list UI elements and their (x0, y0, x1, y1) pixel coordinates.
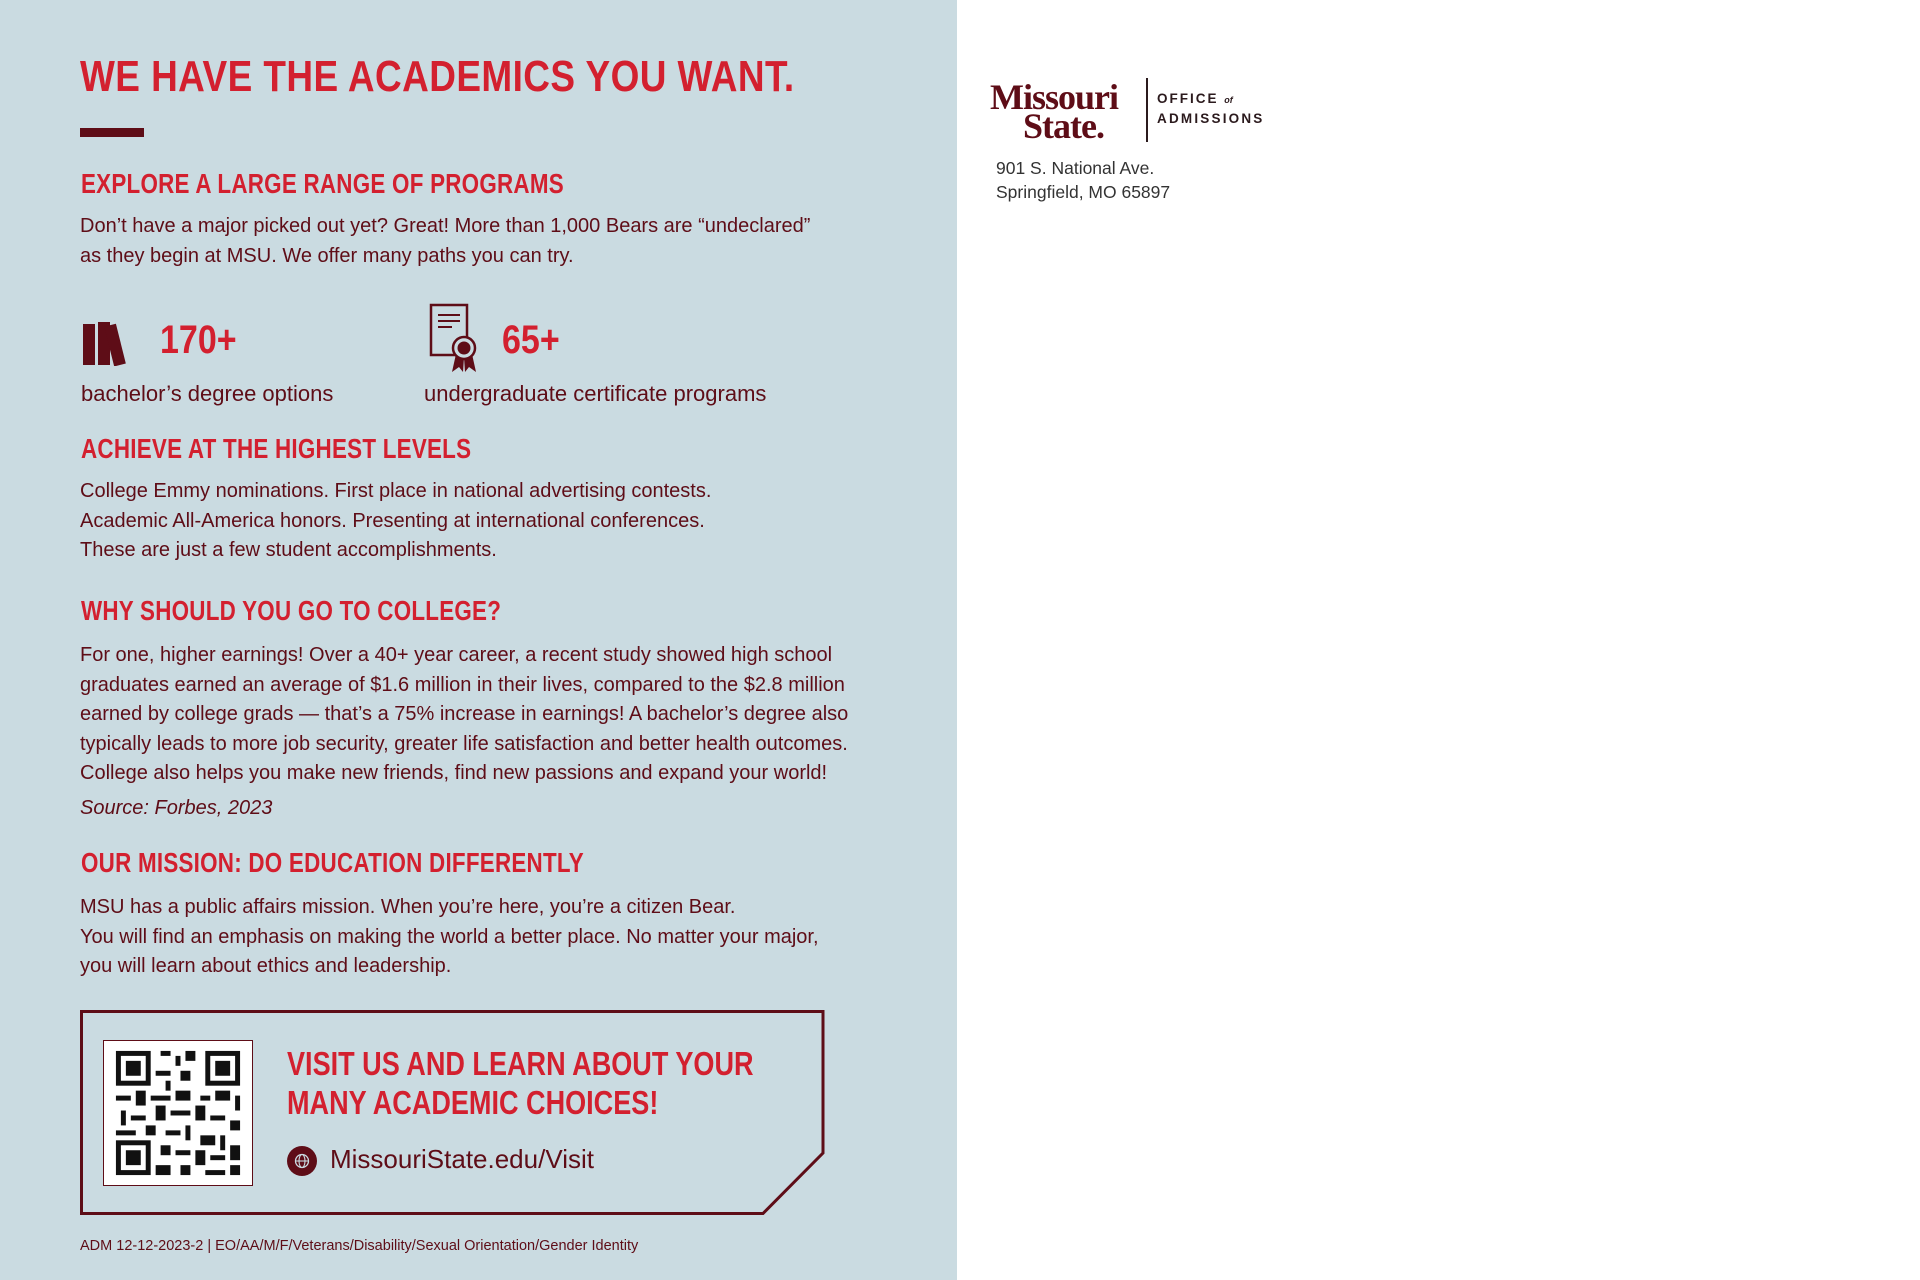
source-citation: Source: Forbes, 2023 (80, 797, 273, 819)
why-heading: WHY SHOULD YOU GO TO COLLEGE? (81, 595, 502, 626)
logo-missouri-wordmark: Missouri (990, 77, 1119, 117)
books-icon (81, 320, 143, 366)
stat-label: undergraduate certificate programs (424, 381, 767, 406)
qr-code[interactable] (103, 1040, 253, 1186)
logo-office-text (1157, 91, 1233, 106)
mission-heading: OUR MISSION: DO EDUCATION DIFFERENTLY (81, 847, 584, 878)
globe-icon (287, 1146, 317, 1176)
programs-text: Don’t have a major picked out yet? Great! More than 1,000 Bears are “undeclared” as they begin at MSU. We offer many paths you can try. (80, 215, 811, 267)
stat-label: bachelor’s degree options (81, 381, 334, 406)
cta-heading-line-1: VISIT US AND LEARN ABOUT YOUR (287, 1045, 754, 1082)
why-text: For one, higher earnings! Over a 40+ year career, a recent study showed high school graduates earned an average of $1.6 million in their lives, compared to the $2.8 million earned by college grads — that’s a 75% increase in earnings! A bachelor’s degree also typically leads to more job security, greater life satisfaction and better health outcomes. College also helps you make new friends, find new passions and expand your world! (80, 644, 849, 784)
address-street: 901 S. National Ave. (996, 158, 1155, 178)
cta-heading-line-2: MANY ACADEMIC CHOICES! (287, 1084, 659, 1121)
achieve-heading: ACHIEVE AT THE HIGHEST LEVELS (81, 433, 472, 464)
stat-value: 65+ (502, 318, 560, 362)
cta-heading (287, 1044, 754, 1122)
stat-value: 170+ (160, 318, 237, 362)
logo-of-word: of (1224, 95, 1233, 105)
achieve-text: College Emmy nominations. First place in national advertising contests. Academic All-America honors. Presenting at international conferences. These are just a few student accomplishments. (80, 480, 712, 561)
footer-disclaimer: ADM 12-12-2023-2 | EO/AA/M/F/Veterans/Disability/Sexual Orientation/Gender Identity (80, 1238, 639, 1254)
logo-divider (1146, 78, 1148, 142)
logo-admissions-text: ADMISSIONS (1157, 111, 1265, 126)
address-city: Springfield, MO 65897 (996, 182, 1171, 202)
visit-link[interactable]: MissouriState.edu/Visit (330, 1144, 594, 1174)
page-title: WE HAVE THE ACADEMICS YOU WANT. (80, 52, 795, 101)
logo-office-word: OFFICE (1157, 91, 1219, 106)
certificate-icon (428, 302, 480, 374)
title-underline (80, 128, 144, 137)
logo-state-wordmark: State. (1023, 106, 1104, 146)
programs-heading: EXPLORE A LARGE RANGE OF PROGRAMS (81, 168, 564, 199)
mission-text: MSU has a public affairs mission. When you’re here, you’re a citizen Bear. You will find an emphasis on making the world a better place. No matter your major, you will learn about ethics and leadership. (80, 896, 819, 977)
